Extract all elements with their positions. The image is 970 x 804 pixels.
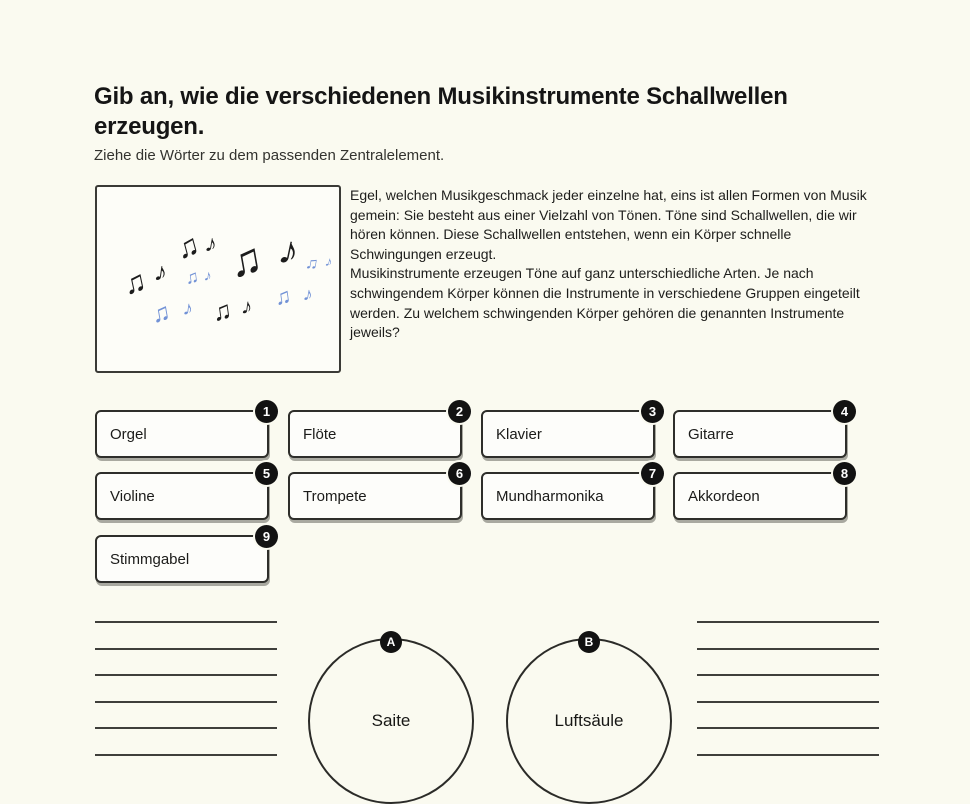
word-number-badge: 6: [448, 462, 471, 485]
drop-target-saite[interactable]: [308, 635, 474, 804]
music-note-icon: ♪: [301, 283, 315, 307]
word-label: Stimmgabel: [110, 550, 190, 568]
draggable-word-floete[interactable]: [288, 404, 464, 458]
music-note-icon: ♪: [181, 297, 195, 321]
draggable-word-trompete[interactable]: [288, 466, 464, 520]
music-note-icon: ♫: [120, 264, 150, 302]
word-number-badge: 3: [641, 400, 664, 423]
word-label: Violine: [110, 487, 155, 505]
answer-lines-right: [697, 621, 879, 756]
activity-title: Gib an, wie die verschiedenen Musikinstrumente Schallwellen erzeugen.: [94, 83, 788, 140]
rule-line: [95, 674, 277, 676]
word-number-badge: 1: [255, 400, 278, 423]
rule-line: [95, 701, 277, 703]
word-number-badge: 8: [833, 462, 856, 485]
rule-line: [697, 621, 879, 623]
rule-line: [697, 674, 879, 676]
music-note-icon: ♫: [172, 228, 204, 266]
draggable-word-akkordeon[interactable]: [673, 466, 849, 520]
draggable-word-gitarre[interactable]: [673, 404, 849, 458]
music-note-icon: ♪: [152, 255, 170, 288]
drop-target-luftsaeule[interactable]: [506, 635, 672, 804]
word-label: Mundharmonika: [496, 487, 604, 505]
rule-line: [95, 727, 277, 729]
music-note-icon: ♪: [239, 293, 255, 320]
draggable-word-klavier[interactable]: [481, 404, 657, 458]
intro-text: [350, 186, 884, 343]
rule-line: [697, 727, 879, 729]
music-note-icon: ♪: [274, 227, 304, 275]
music-note-icon: ♪: [202, 229, 220, 259]
rule-line: [697, 648, 879, 650]
word-number-badge: 9: [255, 525, 278, 548]
word-number-badge: 5: [255, 462, 278, 485]
rule-line: [95, 621, 277, 623]
word-number-badge: 2: [448, 400, 471, 423]
music-note-icon: ♫: [210, 294, 234, 327]
music-note-icon: ♫: [304, 252, 320, 274]
music-note-icon: ♪: [202, 267, 214, 286]
draggable-word-orgel[interactable]: [95, 404, 271, 458]
word-label: Flöte: [303, 425, 337, 443]
activity-instruction: Ziehe die Wörter zu dem passenden Zentralelement.: [94, 147, 445, 164]
target-letter-badge: B: [578, 631, 600, 653]
music-note-icon: ♫: [149, 297, 173, 329]
intro-paragraph-1: Egel, welchen Musikgeschmack jeder einzelne hat, eins ist allen Formen von Musik gemein: Sie besteht aus einer Vielzahl von Tönen. Töne sind Schallwellen, die wir hören können. Diese Schallwellen entstehen, wenn ein Körper schnelle Schwingungen erzeugt.: [350, 187, 867, 262]
answer-lines-left: [95, 621, 277, 756]
draggable-word-violine[interactable]: [95, 466, 271, 520]
word-label: Klavier: [496, 425, 542, 443]
target-letter-badge: A: [380, 631, 402, 653]
word-label: Trompete: [303, 487, 367, 505]
word-number-badge: 4: [833, 400, 856, 423]
rule-line: [697, 701, 879, 703]
draggable-word-mundharmonika[interactable]: [481, 466, 657, 520]
intro-paragraph-2: Musikinstrumente erzeugen Töne auf ganz unterschiedliche Arten. Je nach schwingendem Körper können die Instrumente in verschiedene Gruppen eingeteilt werden. Zu welchem schwingenden Körper gehören die genannten Instrumente jeweils?: [350, 265, 860, 341]
word-label: Gitarre: [688, 425, 734, 443]
draggable-word-stimmgabel[interactable]: [95, 529, 271, 583]
music-note-icon: ♫: [225, 233, 267, 288]
music-note-icon: ♫: [273, 282, 293, 310]
word-label: Akkordeon: [688, 487, 760, 505]
target-label: Luftsäule: [554, 711, 624, 730]
word-number-badge: 7: [641, 462, 664, 485]
target-label: Saite: [371, 711, 411, 730]
word-label: Orgel: [110, 425, 147, 443]
music-notes-image: [95, 185, 341, 373]
music-note-icon: ♪: [323, 252, 335, 270]
rule-line: [95, 648, 277, 650]
rule-line: [95, 754, 277, 756]
music-note-icon: ♫: [183, 266, 201, 288]
rule-line: [697, 754, 879, 756]
